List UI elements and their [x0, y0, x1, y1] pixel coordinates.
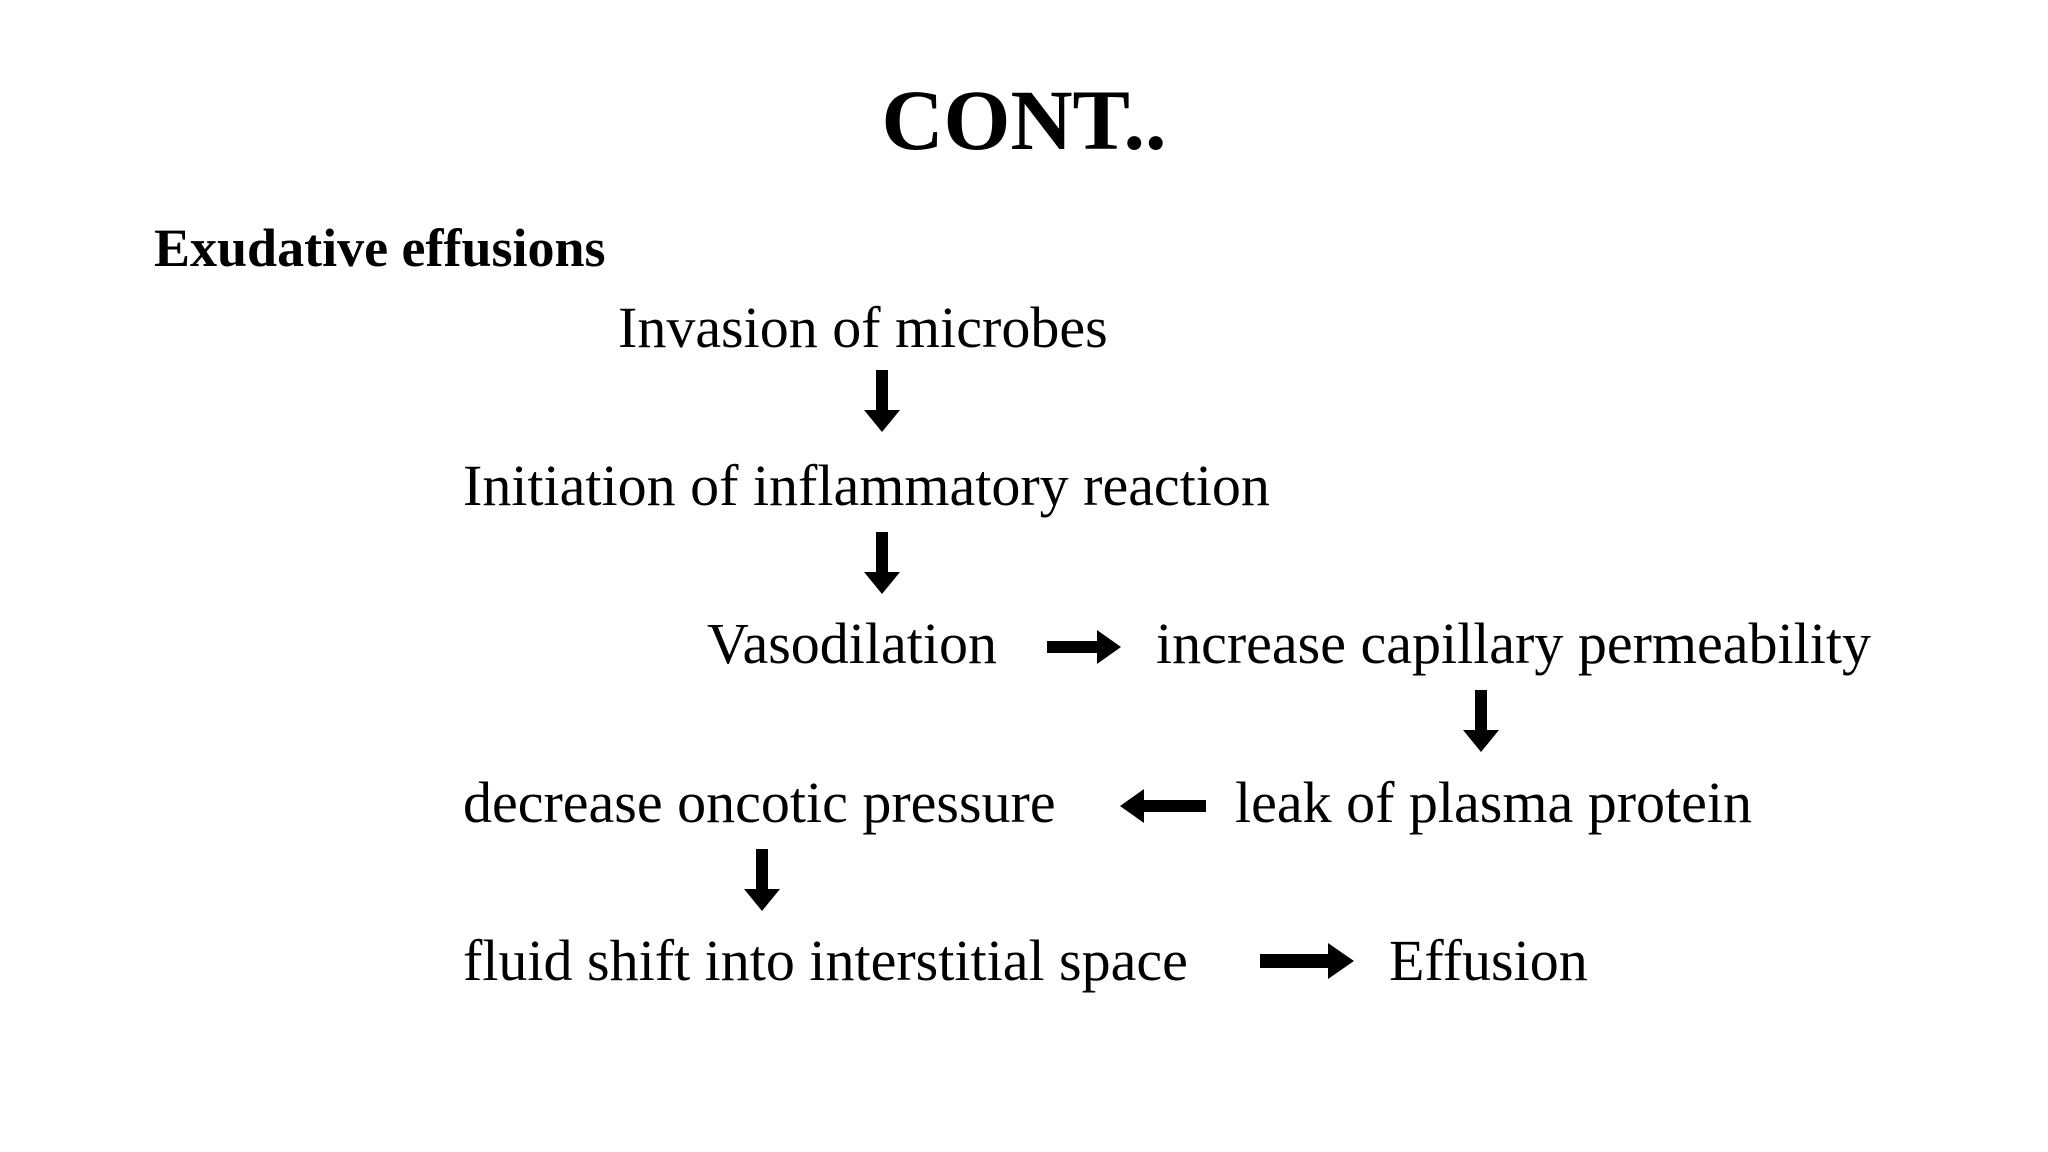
- node-leak-of-plasma-protein: leak of plasma protein: [1235, 770, 1752, 835]
- node-decrease-oncotic-pressure: decrease oncotic pressure: [463, 770, 1056, 835]
- arrow-right-fluid-shift-to-effusion: [1260, 943, 1354, 979]
- node-invasion-of-microbes: Invasion of microbes: [618, 295, 1108, 360]
- node-vasodilation: Vasodilation: [707, 611, 997, 676]
- arrow-down-oncotic-to-fluid-shift: [742, 849, 782, 911]
- arrow-left-leak-to-oncotic: [1120, 789, 1206, 823]
- arrow-down-invasion-to-initiation: [862, 370, 902, 432]
- node-fluid-shift-into-interstitial-space: fluid shift into interstitial space: [463, 928, 1188, 993]
- arrow-right-vasodilation-to-permeability: [1047, 630, 1121, 664]
- slide-title: CONT..: [881, 72, 1167, 168]
- node-initiation-of-inflammatory-reaction: Initiation of inflammatory reaction: [463, 453, 1270, 518]
- section-heading: Exudative effusions: [154, 218, 606, 278]
- arrow-down-permeability-to-leak: [1461, 690, 1501, 752]
- node-increase-capillary-permeability: increase capillary permeability: [1156, 611, 1871, 676]
- node-effusion: Effusion: [1389, 928, 1588, 993]
- arrow-down-initiation-to-vasodilation: [862, 532, 902, 594]
